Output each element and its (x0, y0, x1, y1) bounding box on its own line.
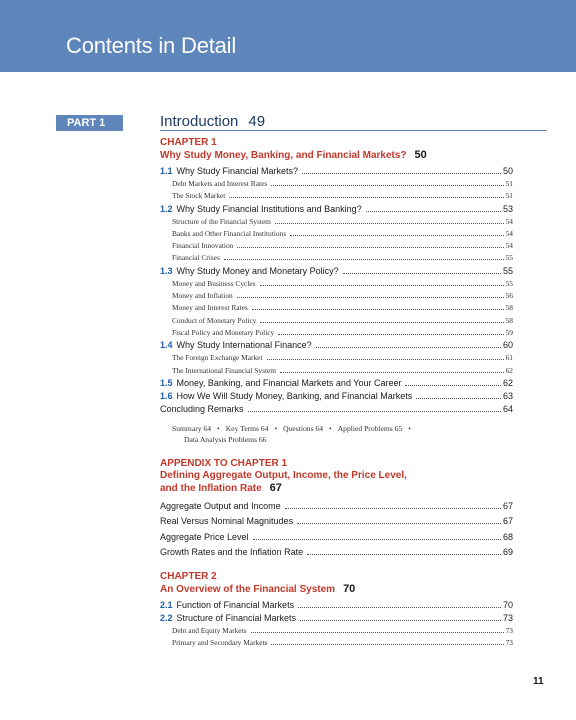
appendix-entry-label (160, 545, 303, 561)
section-number: 1.4 (160, 340, 173, 351)
entry-title: Structure of Financial Markets (176, 612, 297, 623)
subsection-entry[interactable] (160, 290, 513, 302)
section-number: 2.2 (160, 612, 173, 623)
dot-leader (271, 644, 503, 645)
chapter-page: 50 (414, 149, 427, 161)
dot-leader (275, 223, 504, 224)
dot-leader (285, 508, 501, 509)
entry-page: 54 (505, 241, 513, 251)
bullet-separator: • (408, 423, 411, 433)
entry-title: Function of Financial Markets (176, 599, 295, 610)
entry-title: Debt and Equity Markets (172, 625, 247, 635)
section-entry-label (160, 390, 412, 403)
entry-title: Why Study Financial Markets? (176, 166, 299, 176)
entry-title: Real Versus Nominal Magnitudes (160, 516, 294, 527)
entry-title: Structure of the Financial System (172, 216, 271, 226)
subsection-entry[interactable] (160, 352, 513, 364)
section-number: 1.2 (160, 203, 173, 214)
entry-page: 54 (505, 216, 513, 226)
dot-leader (267, 359, 504, 360)
section-entry[interactable] (160, 203, 513, 216)
dot-leader (271, 185, 503, 186)
entry-page: 67 (502, 500, 513, 511)
entry-page: 60 (502, 340, 513, 351)
section-number: 1.6 (160, 390, 173, 401)
entry-title: The International Financial System (172, 365, 277, 375)
subsection-entry[interactable] (160, 216, 513, 228)
appendix-entry[interactable] (160, 514, 513, 530)
subsection-entry-label (172, 216, 271, 228)
bullet-separator: • (329, 423, 332, 433)
chapter-title-text: An Overview of the Financial System (160, 583, 336, 595)
dot-leader (307, 554, 501, 555)
part-title: Introduction (160, 113, 239, 130)
page-title: Contents in Detail (66, 33, 237, 58)
dot-leader (298, 607, 501, 608)
entry-page: 73 (505, 638, 513, 648)
subsection-entry-label (172, 327, 274, 339)
entry-title: Banks and Other Financial Institutions (172, 228, 287, 238)
dot-leader (278, 334, 503, 335)
dot-leader (297, 523, 501, 524)
entry-title: Financial Innovation (172, 241, 234, 251)
subsection-entry-label (172, 637, 267, 649)
entry-title: Money, Banking, and Financial Markets and Your Career (176, 377, 402, 388)
entry-page: 54 (505, 228, 513, 238)
chapter-page: 70 (343, 582, 356, 595)
bullet-separator: • (274, 423, 278, 433)
entry-title: Primary and Secondary Markets (172, 638, 268, 648)
appendix-label: APPENDIX TO CHAPTER 1 (160, 457, 288, 469)
entry-title: Aggregate Price Level (160, 531, 249, 542)
dot-leader (302, 173, 501, 174)
dot-leader (260, 285, 504, 286)
dot-leader (280, 372, 504, 373)
entry-page: 64 (502, 403, 513, 414)
entry-title: Debt Markets and Interest Rates (172, 179, 268, 188)
subsection-entry-label (172, 352, 263, 364)
summary-item: Summary 64 (172, 423, 212, 433)
section-entry[interactable] (160, 265, 513, 278)
subsection-entry[interactable] (160, 240, 513, 252)
appendix-title-text: and the Inflation Rate (160, 482, 262, 494)
appendix-entry[interactable] (160, 545, 513, 561)
entry-page: 70 (502, 599, 513, 610)
subsection-entry[interactable] (160, 302, 513, 314)
section-entry-label (160, 203, 362, 216)
dot-leader (237, 247, 503, 248)
subsection-entry-label (172, 365, 276, 377)
entry-page: 53 (502, 203, 513, 214)
section-number: 2.1 (160, 599, 173, 610)
part-divider (160, 130, 547, 131)
entry-page: 61 (505, 353, 513, 363)
appendix-entry[interactable] (160, 530, 513, 546)
section-entry[interactable] (160, 339, 513, 352)
part-label: PART 1 (56, 115, 123, 131)
appendix-page: 67 (269, 481, 282, 494)
section-entry-label (160, 377, 401, 390)
entry-page: 67 (502, 516, 513, 527)
subsection-entry-label (172, 278, 256, 290)
chapter-title (160, 583, 513, 596)
summary-item: Data Analysis Problems 66 (184, 435, 267, 445)
subsection-entry-label (172, 240, 233, 252)
entry-page: 73 (502, 612, 513, 623)
entry-title: The Stock Market (172, 191, 226, 201)
entry-page: 56 (505, 291, 513, 301)
entry-title: Conduct of Monetary Policy (172, 315, 257, 325)
section-number: 1.3 (160, 265, 173, 276)
subsection-entry[interactable] (160, 252, 513, 264)
appendix-title: Defining Aggregate Output, Income, the Price Level, (160, 469, 407, 481)
subsection-entry-label (172, 190, 225, 202)
dot-leader (252, 309, 504, 310)
entry-title: Why Study Money and Monetary Policy? (176, 265, 339, 276)
end-of-chapter-list (160, 423, 513, 446)
section-entry-label (160, 599, 294, 612)
entry-page: 55 (505, 253, 513, 263)
entry-page: 51 (505, 191, 513, 201)
section-number: 1.5 (160, 377, 173, 388)
header-banner (0, 0, 576, 72)
entry-title: Money and Business Cycles (172, 278, 256, 288)
dot-leader (224, 259, 504, 260)
subsection-entry-label (172, 302, 248, 314)
subsection-entry[interactable] (160, 365, 513, 377)
entry-title: The Foreign Exchange Market (172, 353, 263, 363)
entry-title: Fiscal Policy and Monetary Policy (172, 327, 275, 337)
subsection-entry[interactable] (160, 315, 513, 327)
summary-item: Questions 64 (283, 423, 324, 433)
section-entry-label (160, 612, 296, 625)
appendix-entry-label (160, 514, 293, 530)
summary-item: Key Terms 64 (225, 423, 269, 433)
entry-page: 63 (502, 390, 513, 401)
section-entry[interactable] (160, 377, 513, 390)
dot-leader (251, 632, 504, 633)
chapter-label: CHAPTER 1 (160, 137, 217, 148)
chapter-title (160, 149, 513, 162)
entry-title: Concluding Remarks (160, 403, 244, 414)
entry-title: Money and Interest Rates (172, 303, 248, 313)
dot-leader (366, 211, 501, 212)
appendix-entry-label (160, 530, 249, 546)
subsection-entry[interactable] (160, 327, 513, 339)
concluding-remarks-entry-label (160, 403, 244, 416)
section-entry-label (160, 265, 339, 278)
subsection-entry-label (172, 178, 267, 190)
page-number: 11 (533, 676, 544, 687)
subsection-entry[interactable] (160, 625, 513, 637)
entry-title: Why Study International Finance? (176, 340, 312, 351)
entry-page: 51 (505, 179, 513, 188)
concluding-remarks-entry[interactable] (160, 403, 513, 416)
subsection-entry-label (172, 290, 233, 302)
subsection-entry[interactable] (160, 178, 513, 190)
entry-title: Financial Crises (172, 253, 220, 263)
section-number: 1.1 (160, 166, 173, 176)
entry-title: Money and Inflation (172, 291, 233, 301)
entry-page: 55 (502, 265, 513, 276)
entry-page: 62 (505, 365, 513, 375)
summary-item: Applied Problems 65 (337, 423, 403, 433)
subsection-entry[interactable] (160, 278, 513, 290)
dot-leader (405, 385, 501, 386)
subsection-entry-label (172, 625, 247, 637)
dot-leader (229, 197, 503, 198)
section-entry-label (160, 165, 298, 178)
entry-page: 58 (505, 315, 513, 325)
dot-leader (253, 539, 501, 540)
dot-leader (248, 411, 501, 412)
section-entry[interactable] (160, 599, 513, 612)
summary-line-1 (172, 423, 513, 435)
entry-page: 62 (502, 377, 513, 388)
subsection-entry-label (172, 228, 286, 240)
bullet-separator: • (217, 423, 220, 433)
entry-page: 69 (502, 547, 513, 558)
section-entry[interactable] (160, 612, 513, 625)
subsection-entry[interactable] (160, 637, 513, 649)
subsection-entry-label (172, 315, 256, 327)
chapter-label: CHAPTER 2 (160, 570, 217, 582)
entry-title: Why Study Financial Institutions and Banking? (176, 203, 362, 214)
entry-page: 73 (505, 625, 513, 635)
appendix-title-line2 (160, 482, 513, 495)
subsection-entry[interactable] (160, 190, 513, 202)
dot-leader (316, 347, 501, 348)
subsection-entry-label (172, 252, 220, 264)
section-entry[interactable] (160, 165, 513, 178)
dot-leader (300, 620, 501, 621)
part-page: 49 (248, 113, 266, 130)
entry-title: Aggregate Output and Income (160, 500, 281, 511)
chapter-title-text: Why Study Money, Banking, and Financial Markets? (160, 150, 407, 161)
appendix-entry[interactable] (160, 499, 513, 515)
appendix-entry-label (160, 499, 281, 515)
dot-leader (237, 297, 504, 298)
dot-leader (343, 273, 501, 274)
entry-page: 50 (502, 166, 513, 176)
entry-page: 59 (505, 327, 513, 337)
subsection-entry[interactable] (160, 228, 513, 240)
entry-page: 55 (505, 278, 513, 288)
entry-page: 58 (505, 303, 513, 313)
part-heading (160, 113, 265, 130)
entry-page: 68 (502, 531, 513, 542)
entry-title: Growth Rates and the Inflation Rate (160, 547, 304, 558)
section-entry-label (160, 339, 312, 352)
entry-title: How We Will Study Money, Banking, and Financial Markets (176, 390, 413, 401)
dot-leader (416, 398, 501, 399)
table-of-contents (160, 137, 513, 649)
dot-leader (290, 235, 503, 236)
dot-leader (260, 322, 503, 323)
section-entry[interactable] (160, 390, 513, 403)
